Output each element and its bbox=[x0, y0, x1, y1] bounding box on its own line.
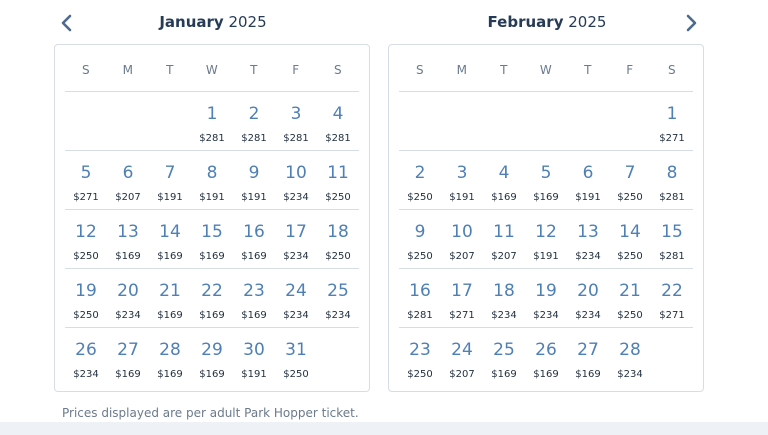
day-price: $234 bbox=[491, 310, 517, 321]
day-number: 12 bbox=[75, 222, 97, 242]
calendar-day[interactable] bbox=[609, 269, 651, 327]
day-number: 9 bbox=[414, 222, 426, 242]
empty-day bbox=[441, 92, 483, 150]
day-number: 6 bbox=[582, 163, 594, 183]
empty-day bbox=[149, 92, 191, 150]
day-number: 21 bbox=[619, 281, 641, 301]
day-price: $250 bbox=[617, 192, 643, 203]
calendar-day[interactable] bbox=[399, 269, 441, 327]
day-price: $207 bbox=[115, 192, 141, 203]
day-number: 11 bbox=[327, 163, 349, 183]
day-number: 21 bbox=[159, 281, 181, 301]
day-number: 23 bbox=[409, 340, 431, 360]
calendar-day[interactable] bbox=[567, 210, 609, 268]
day-price: $234 bbox=[575, 251, 601, 262]
calendar-day[interactable] bbox=[191, 151, 233, 209]
calendar-day[interactable] bbox=[567, 328, 609, 386]
calendar-day[interactable] bbox=[107, 210, 149, 268]
weekday-label: F bbox=[626, 63, 634, 77]
day-price: $234 bbox=[283, 310, 309, 321]
day-number: 7 bbox=[164, 163, 176, 183]
calendar-day[interactable] bbox=[191, 92, 233, 150]
day-number: 25 bbox=[327, 281, 349, 301]
calendar-day[interactable] bbox=[233, 151, 275, 209]
day-number: 2 bbox=[248, 104, 260, 124]
calendar-day[interactable] bbox=[149, 151, 191, 209]
day-number: 28 bbox=[619, 340, 641, 360]
day-price: $271 bbox=[659, 310, 685, 321]
calendar-day[interactable] bbox=[483, 328, 525, 386]
weekday-label: F bbox=[292, 63, 300, 77]
day-number: 6 bbox=[122, 163, 134, 183]
day-number: 26 bbox=[75, 340, 97, 360]
day-number: 5 bbox=[80, 163, 92, 183]
day-price: $234 bbox=[283, 192, 309, 203]
day-number: 4 bbox=[498, 163, 510, 183]
day-price: $191 bbox=[533, 251, 559, 262]
day-price: $191 bbox=[199, 192, 225, 203]
calendar-day[interactable] bbox=[525, 210, 567, 268]
day-price: $281 bbox=[325, 133, 351, 144]
calendar-day[interactable] bbox=[483, 210, 525, 268]
day-price: $250 bbox=[407, 251, 433, 262]
day-price: $191 bbox=[241, 369, 267, 380]
day-number: 18 bbox=[493, 281, 515, 301]
empty-day bbox=[567, 92, 609, 150]
day-price: $169 bbox=[115, 251, 141, 262]
day-price: $250 bbox=[617, 251, 643, 262]
day-number: 22 bbox=[661, 281, 683, 301]
day-number: 1 bbox=[666, 104, 678, 124]
calendar-day[interactable] bbox=[317, 269, 359, 327]
week-row bbox=[65, 91, 359, 150]
calendar-day[interactable] bbox=[525, 151, 567, 209]
calendar-day[interactable] bbox=[191, 328, 233, 386]
week-row bbox=[65, 150, 359, 209]
calendar-day[interactable] bbox=[609, 210, 651, 268]
calendar-day[interactable] bbox=[65, 269, 107, 327]
day-number: 25 bbox=[493, 340, 515, 360]
calendar-day[interactable] bbox=[191, 210, 233, 268]
calendar-day[interactable] bbox=[65, 328, 107, 386]
day-price: $169 bbox=[241, 251, 267, 262]
calendar-day[interactable] bbox=[651, 92, 693, 150]
day-price: $234 bbox=[73, 369, 99, 380]
weekday-header-row bbox=[399, 63, 693, 83]
day-price: $191 bbox=[241, 192, 267, 203]
day-price: $234 bbox=[617, 369, 643, 380]
day-price: $281 bbox=[659, 251, 685, 262]
month-year: 2025 bbox=[568, 13, 607, 31]
empty-day bbox=[65, 92, 107, 150]
month-year: 2025 bbox=[228, 13, 267, 31]
calendar-day[interactable] bbox=[317, 151, 359, 209]
calendar-day[interactable] bbox=[233, 328, 275, 386]
day-price: $169 bbox=[199, 310, 225, 321]
day-price: $169 bbox=[157, 369, 183, 380]
calendar-day[interactable] bbox=[609, 151, 651, 209]
day-number: 22 bbox=[201, 281, 223, 301]
day-number: 12 bbox=[535, 222, 557, 242]
week-row bbox=[399, 268, 693, 327]
day-number: 19 bbox=[535, 281, 557, 301]
empty-day bbox=[107, 92, 149, 150]
day-price: $169 bbox=[157, 310, 183, 321]
day-price: $169 bbox=[533, 192, 559, 203]
day-number: 8 bbox=[206, 163, 218, 183]
calendar-day[interactable] bbox=[399, 210, 441, 268]
day-number: 11 bbox=[493, 222, 515, 242]
day-number: 3 bbox=[290, 104, 302, 124]
day-price: $169 bbox=[241, 310, 267, 321]
calendar-day[interactable] bbox=[275, 151, 317, 209]
day-price: $250 bbox=[325, 251, 351, 262]
calendar-day[interactable] bbox=[317, 210, 359, 268]
day-price: $281 bbox=[407, 310, 433, 321]
day-number: 31 bbox=[285, 340, 307, 360]
week-row bbox=[399, 209, 693, 268]
day-price: $234 bbox=[283, 251, 309, 262]
month-title-january bbox=[54, 12, 372, 32]
weekday-label: M bbox=[122, 63, 134, 77]
day-price: $271 bbox=[449, 310, 475, 321]
month-name: January bbox=[159, 13, 224, 31]
day-number: 13 bbox=[577, 222, 599, 242]
day-number: 9 bbox=[248, 163, 260, 183]
day-number: 27 bbox=[577, 340, 599, 360]
weekday-label: S bbox=[333, 63, 343, 77]
day-number: 1 bbox=[206, 104, 218, 124]
day-price: $234 bbox=[115, 310, 141, 321]
empty-day bbox=[525, 92, 567, 150]
day-number: 7 bbox=[624, 163, 636, 183]
month-name: February bbox=[487, 13, 564, 31]
day-price: $191 bbox=[449, 192, 475, 203]
week-row bbox=[399, 91, 693, 150]
calendar-day[interactable] bbox=[441, 269, 483, 327]
bottom-divider bbox=[0, 422, 768, 435]
day-number: 4 bbox=[332, 104, 344, 124]
calendar-day[interactable] bbox=[191, 269, 233, 327]
calendar-day[interactable] bbox=[107, 151, 149, 209]
day-price: $234 bbox=[325, 310, 351, 321]
calendar-day[interactable] bbox=[65, 151, 107, 209]
day-number: 18 bbox=[327, 222, 349, 242]
day-number: 29 bbox=[201, 340, 223, 360]
calendar-day[interactable] bbox=[275, 269, 317, 327]
day-price: $271 bbox=[73, 192, 99, 203]
day-price: $191 bbox=[575, 192, 601, 203]
weekday-header-row bbox=[65, 63, 359, 83]
day-number: 24 bbox=[285, 281, 307, 301]
day-number: 15 bbox=[201, 222, 223, 242]
empty-day bbox=[651, 328, 693, 386]
day-price: $169 bbox=[115, 369, 141, 380]
week-row bbox=[399, 150, 693, 209]
calendar-day[interactable] bbox=[149, 328, 191, 386]
weekday-label: T bbox=[500, 63, 508, 77]
day-price: $207 bbox=[449, 251, 475, 262]
weekday-label: M bbox=[456, 63, 468, 77]
day-price: $169 bbox=[575, 369, 601, 380]
day-price: $169 bbox=[157, 251, 183, 262]
day-price: $281 bbox=[659, 192, 685, 203]
day-number: 14 bbox=[159, 222, 181, 242]
calendar-day[interactable] bbox=[233, 210, 275, 268]
day-price: $234 bbox=[575, 310, 601, 321]
empty-day bbox=[399, 92, 441, 150]
calendar-day[interactable] bbox=[233, 269, 275, 327]
day-number: 15 bbox=[661, 222, 683, 242]
calendar-day[interactable] bbox=[275, 92, 317, 150]
month-title-february bbox=[388, 12, 706, 32]
day-number: 17 bbox=[451, 281, 473, 301]
day-price: $250 bbox=[407, 369, 433, 380]
weekday-label: W bbox=[539, 63, 553, 77]
day-number: 24 bbox=[451, 340, 473, 360]
day-number: 19 bbox=[75, 281, 97, 301]
calendar-day[interactable] bbox=[525, 269, 567, 327]
calendar-day[interactable] bbox=[651, 269, 693, 327]
day-number: 27 bbox=[117, 340, 139, 360]
day-number: 30 bbox=[243, 340, 265, 360]
calendar-day[interactable] bbox=[441, 328, 483, 386]
week-row bbox=[65, 268, 359, 327]
day-number: 10 bbox=[451, 222, 473, 242]
calendar-day[interactable] bbox=[233, 92, 275, 150]
day-price: $169 bbox=[199, 251, 225, 262]
day-price: $250 bbox=[73, 251, 99, 262]
calendar-day[interactable] bbox=[275, 328, 317, 386]
calendar-day[interactable] bbox=[149, 269, 191, 327]
day-number: 16 bbox=[243, 222, 265, 242]
day-price: $191 bbox=[157, 192, 183, 203]
calendar-day[interactable] bbox=[651, 210, 693, 268]
day-number: 2 bbox=[414, 163, 426, 183]
day-number: 26 bbox=[535, 340, 557, 360]
day-number: 23 bbox=[243, 281, 265, 301]
price-disclaimer: Prices displayed are per adult Park Hopper ticket. bbox=[62, 406, 359, 420]
calendar-day[interactable] bbox=[441, 151, 483, 209]
calendar-day[interactable] bbox=[65, 210, 107, 268]
day-price: $250 bbox=[407, 192, 433, 203]
calendar-january bbox=[54, 44, 370, 392]
day-number: 14 bbox=[619, 222, 641, 242]
day-price: $234 bbox=[533, 310, 559, 321]
day-number: 3 bbox=[456, 163, 468, 183]
day-price: $169 bbox=[491, 192, 517, 203]
week-row bbox=[65, 209, 359, 268]
calendar-day[interactable] bbox=[149, 210, 191, 268]
weekday-label: S bbox=[667, 63, 677, 77]
week-row bbox=[399, 327, 693, 386]
day-number: 10 bbox=[285, 163, 307, 183]
day-price: $250 bbox=[283, 369, 309, 380]
calendar-day[interactable] bbox=[107, 269, 149, 327]
calendar-day[interactable] bbox=[651, 151, 693, 209]
day-number: 13 bbox=[117, 222, 139, 242]
day-number: 20 bbox=[117, 281, 139, 301]
calendar-day[interactable] bbox=[525, 328, 567, 386]
calendar-day[interactable] bbox=[609, 328, 651, 386]
calendar-february bbox=[388, 44, 704, 392]
calendar-day[interactable] bbox=[107, 328, 149, 386]
day-price: $281 bbox=[283, 133, 309, 144]
day-price: $169 bbox=[491, 369, 517, 380]
calendar-day[interactable] bbox=[399, 328, 441, 386]
day-price: $169 bbox=[533, 369, 559, 380]
day-number: 20 bbox=[577, 281, 599, 301]
day-price: $250 bbox=[73, 310, 99, 321]
calendar-day[interactable] bbox=[483, 151, 525, 209]
calendar-day[interactable] bbox=[567, 151, 609, 209]
day-number: 16 bbox=[409, 281, 431, 301]
day-price: $169 bbox=[199, 369, 225, 380]
empty-day bbox=[317, 328, 359, 386]
day-price: $281 bbox=[199, 133, 225, 144]
day-price: $250 bbox=[325, 192, 351, 203]
calendar-day[interactable] bbox=[317, 92, 359, 150]
calendar-day[interactable] bbox=[399, 151, 441, 209]
weekday-label: S bbox=[81, 63, 91, 77]
weekday-label: T bbox=[584, 63, 592, 77]
day-price: $271 bbox=[659, 133, 685, 144]
day-number: 17 bbox=[285, 222, 307, 242]
day-price: $207 bbox=[449, 369, 475, 380]
empty-day bbox=[609, 92, 651, 150]
empty-day bbox=[483, 92, 525, 150]
calendar-day[interactable] bbox=[441, 210, 483, 268]
day-price: $207 bbox=[491, 251, 517, 262]
day-price: $250 bbox=[617, 310, 643, 321]
weekday-label: S bbox=[415, 63, 425, 77]
day-number: 8 bbox=[666, 163, 678, 183]
calendar-day[interactable] bbox=[567, 269, 609, 327]
weekday-label: T bbox=[166, 63, 174, 77]
calendar-day[interactable] bbox=[275, 210, 317, 268]
day-price: $281 bbox=[241, 133, 267, 144]
day-number: 28 bbox=[159, 340, 181, 360]
weekday-label: W bbox=[205, 63, 219, 77]
calendar-day[interactable] bbox=[483, 269, 525, 327]
day-number: 5 bbox=[540, 163, 552, 183]
weekday-label: T bbox=[250, 63, 258, 77]
week-row bbox=[65, 327, 359, 386]
